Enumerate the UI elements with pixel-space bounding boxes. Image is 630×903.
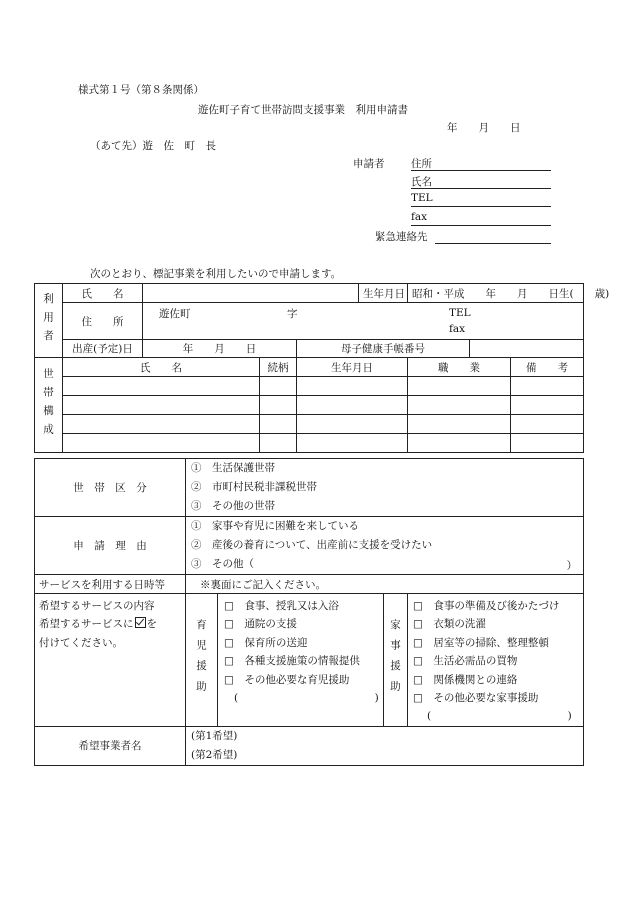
housework-option[interactable]: □ 生活必需品の買物 (413, 655, 518, 668)
user-aza: 字 (287, 308, 298, 320)
household-category-label: 世 帯 区 分 (35, 459, 186, 517)
user-town: 遊佐町 (159, 308, 191, 320)
household-cell[interactable] (260, 377, 297, 396)
service-time-label: サービスを利用する日時等 (35, 575, 186, 594)
form-number: 様式第１号（第８条関係） (78, 84, 204, 96)
household-cell[interactable] (297, 377, 408, 396)
service-desc-line: 希望するサービスの内容 (39, 600, 155, 612)
reason-close-paren: ） (566, 560, 578, 572)
service-table (34, 458, 584, 766)
household-cell[interactable] (511, 396, 584, 415)
household-cell[interactable] (260, 415, 297, 434)
household-cell[interactable] (63, 396, 260, 415)
user-birth-label: 生年月日 (359, 284, 408, 303)
user-fax-label: fax (449, 323, 466, 335)
household-cell[interactable] (511, 377, 584, 396)
applicant-name-field[interactable] (411, 174, 551, 189)
household-cell[interactable] (63, 377, 260, 396)
table-row (35, 377, 584, 396)
due-date-field[interactable]: 年 月 日 (143, 340, 297, 358)
household-cell[interactable] (297, 434, 408, 453)
applicant-tel-label: TEL (411, 192, 433, 204)
household-cell[interactable] (297, 415, 408, 434)
emergency-contact-field[interactable] (435, 229, 551, 244)
date-line[interactable]: 年 月 日 (447, 122, 521, 134)
household-cell[interactable] (408, 377, 511, 396)
user-section-label: 利用者 (35, 284, 63, 358)
housework-option[interactable]: □ 衣類の洗濯 (413, 618, 486, 631)
household-cell[interactable] (408, 396, 511, 415)
reason-option[interactable]: ② 産後の養育について、出産前に支援を受けたい (191, 539, 433, 551)
household-cell[interactable] (511, 434, 584, 453)
reason-option[interactable]: ① 家事や育児に困難を来している (191, 520, 359, 532)
service-desc-line (39, 615, 181, 633)
applicant-name-label: 氏名 (411, 176, 432, 188)
household-cell[interactable] (260, 396, 297, 415)
household-cell[interactable] (260, 434, 297, 453)
due-date-label: 出産(予定)日 (63, 340, 143, 358)
household-cell[interactable] (408, 415, 511, 434)
housework-other-field[interactable]: ( ) (427, 710, 572, 723)
childcare-option[interactable]: □ 食事、授乳又は入浴 (224, 600, 339, 612)
housework-support-label: 家事援助 (384, 594, 408, 727)
addressee: （あて先）遊 佐 町 長 (90, 140, 216, 152)
category-option[interactable]: ③ その他の世帯 (191, 500, 275, 512)
user-address-field[interactable] (143, 303, 584, 340)
household-cell[interactable] (297, 396, 408, 415)
household-cell[interactable] (63, 415, 260, 434)
applicant-address-field[interactable] (411, 156, 551, 171)
childcare-option[interactable]: □ 各種支援施策の情報提供 (224, 655, 360, 668)
childcare-option[interactable]: □ 通院の支援 (224, 618, 297, 631)
user-address-label: 住 所 (63, 303, 143, 340)
applicant-fax-label: fax (411, 211, 428, 223)
household-cell[interactable] (408, 434, 511, 453)
category-option[interactable]: ① 生活保護世帯 (191, 462, 275, 474)
household-header-name: 氏 名 (63, 358, 260, 377)
form-title: 遊佐町子育て世帯訪問支援事業 利用申請書 (198, 104, 408, 116)
household-cell[interactable] (511, 415, 584, 434)
table-row (35, 434, 584, 453)
applicant-tel-field[interactable] (411, 192, 551, 207)
service-content-description (35, 594, 186, 727)
applicant-address-label: 住所 (411, 158, 432, 170)
user-name-field[interactable] (143, 284, 359, 303)
household-header-remarks: 備 考 (511, 358, 584, 377)
category-option[interactable]: ② 市町村民税非課税世帯 (191, 481, 317, 493)
service-time-note: ※裏面にご記入ください。 (186, 575, 584, 594)
provider-second-choice[interactable]: (第2希望) (191, 748, 238, 761)
handbook-number-field[interactable] (470, 340, 584, 358)
applicant-label: 申請者 (353, 158, 385, 170)
service-desc-text: を (146, 618, 157, 631)
household-section-label: 世帯構成 (35, 358, 63, 453)
user-household-table (34, 283, 610, 453)
reason-option[interactable]: ③ その他（ (191, 558, 254, 570)
childcare-option[interactable]: □ その他必要な育児援助 (224, 673, 350, 686)
housework-option[interactable]: □ 食事の準備及び後かたづけ (413, 600, 560, 612)
household-header-job: 職 業 (408, 358, 511, 377)
service-desc-text: 希望するサービスに (39, 618, 134, 631)
service-desc-line: 付けてください。 (39, 636, 123, 649)
provider-label: 希望事業者名 (35, 726, 186, 765)
childcare-other-field[interactable]: ( ) (234, 692, 379, 705)
table-row (35, 415, 584, 434)
household-header-relation: 続柄 (260, 358, 297, 377)
emergency-contact-label: 緊急連絡先 (375, 231, 428, 243)
table-row (35, 396, 584, 415)
application-reason-label: 申 請 理 由 (35, 517, 186, 575)
childcare-option[interactable]: □ 保育所の送迎 (224, 636, 308, 649)
intro-text: 次のとおり、標記事業を利用したいので申請します。 (90, 268, 342, 280)
household-header-birth: 生年月日 (297, 358, 408, 377)
applicant-fax-field[interactable] (411, 211, 551, 226)
housework-option[interactable]: □ 居室等の掃除、整理整頓 (413, 636, 549, 649)
housework-option[interactable]: □ 関係機関との連絡 (413, 673, 518, 686)
housework-option[interactable]: □ その他必要な家事援助 (413, 692, 539, 705)
checkmark-box-icon (135, 617, 146, 628)
handbook-number-label: 母子健康手帳番号 (297, 340, 470, 358)
childcare-support-label: 育児援助 (186, 594, 218, 727)
user-tel-label: TEL (449, 307, 471, 319)
household-cell[interactable] (63, 434, 260, 453)
user-name-label: 氏 名 (63, 284, 143, 303)
user-birth-field[interactable]: 昭和・平成 年 月 日生( 歳) (408, 284, 584, 303)
provider-first-choice[interactable]: (第1希望) (191, 729, 238, 742)
